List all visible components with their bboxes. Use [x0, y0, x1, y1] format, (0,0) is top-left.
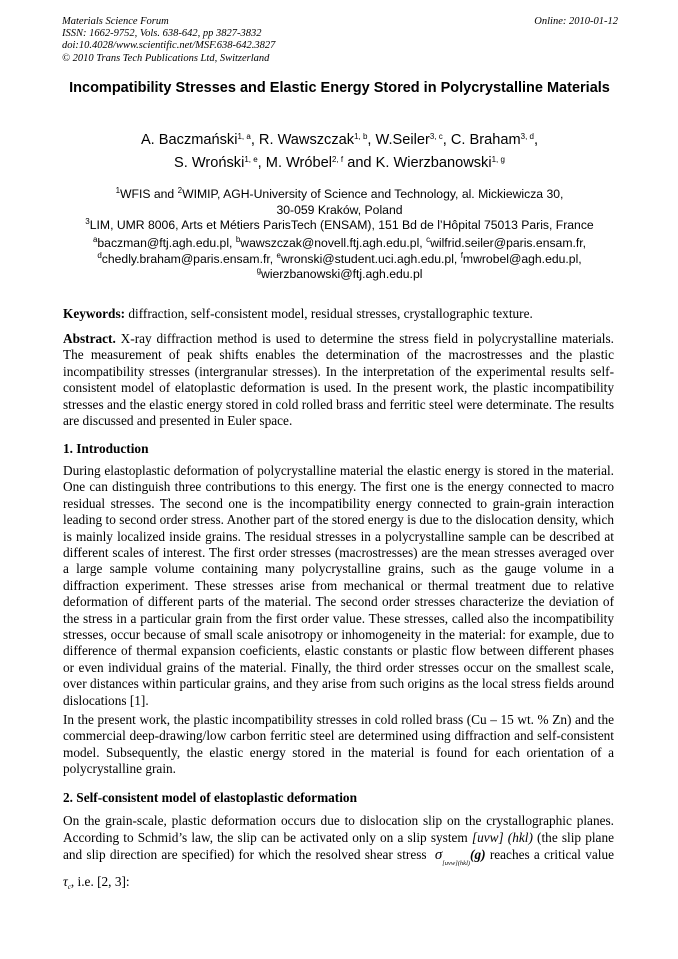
author-marker: 1, g	[491, 155, 505, 164]
author-marker: 3, c	[429, 132, 443, 141]
model-text: On the grain-scale, plastic deformation occurs due to dislocation slip on the crystallographic planes. According to Schmid’s law, the slip can be activated only on a slip system	[63, 813, 614, 846]
author-name: K. Wierzbanowski	[375, 155, 492, 171]
sigma-symbol: σ	[434, 847, 443, 864]
tau-symbol: τ	[63, 873, 68, 889]
affiliation-marker: 2	[177, 186, 183, 195]
keywords-text: diffraction, self-consistent model, residual stresses, crystallographic texture.	[128, 306, 533, 321]
email-marker: g	[256, 266, 262, 276]
author-marker: 1, a	[237, 132, 251, 141]
email-link[interactable]: wronski@student.uci.agh.edu.pl,	[280, 251, 458, 266]
author-marker: 1, b	[354, 132, 368, 141]
g-open-paren: (	[470, 847, 475, 863]
author-marker: 3, d	[520, 132, 534, 141]
model-text: (the slip plane and slip direction are specified) for which the resolved shear stress	[63, 830, 614, 863]
email-marker: f	[460, 250, 463, 260]
doi-line: doi:10.4028/www.scientific.net/MSF.638-642.3827	[62, 40, 276, 52]
author-name: M. Wróbel	[265, 155, 333, 171]
g-orientation-symbol: g	[474, 847, 482, 863]
affiliation-text: WIMIP, AGH-University of Science and Technology, al. Mickiewicza 30,	[182, 187, 564, 201]
author-marker: 1, e	[244, 155, 258, 164]
email-link[interactable]: mwrobel@agh.edu.pl,	[462, 251, 582, 266]
author-name: S. Wroński	[174, 155, 245, 171]
abstract-paragraph	[63, 331, 614, 429]
model-paragraph	[63, 812, 614, 896]
author-name: W.Seiler	[375, 132, 430, 148]
affiliation-text: LIM, UMR 8006, Arts et Métiers ParisTech (ENSAM), 151 Bd de l’Hôpital 75013 Paris, France	[89, 218, 594, 233]
section-heading-introduction: 1. Introduction	[63, 441, 149, 456]
email-marker: a	[92, 235, 98, 244]
author-name: R. Wawszczak	[258, 132, 355, 148]
affiliation-marker: 1	[115, 186, 121, 195]
section-heading-self-consistent-model: 2. Self-consistent model of elastoplastic deformation	[63, 790, 357, 805]
affiliation-text: WFIS and	[120, 187, 178, 201]
author-and: and	[347, 155, 372, 171]
email-marker: e	[276, 250, 281, 260]
email-link[interactable]: wawszczak@novell.ftj.agh.edu.pl,	[240, 236, 423, 250]
email-marker: b	[235, 235, 241, 244]
sigma-subscript: [uvw](hkl)	[442, 860, 471, 868]
paper-title: Incompatibility Stresses and Elastic Energy Stored in Polycrystalline Materials	[69, 80, 610, 96]
model-text: , i.e. [2, 3]:	[70, 873, 130, 889]
affiliations	[62, 187, 617, 234]
email-link[interactable]: wierzbanowski@ftj.agh.edu.pl	[261, 267, 423, 282]
keywords-paragraph	[63, 306, 614, 322]
model-text: reaches a critical value	[485, 847, 614, 863]
author-name: C. Braham	[450, 132, 521, 148]
author-list: A. Baczmański$^{1, a}$, R. Wawszczak$^{1, b}$, W.Seiler$^{3, c}$, C. Braham$^{3, d}$, S. Wroński$^{1, e}$, M. Wróbel$^{2, f}$ and K. Wierzbanowski$^{1, g}$	[140, 132, 539, 171]
email-marker: d	[97, 250, 102, 260]
slip-system: [uvw] (hkl)	[471, 830, 533, 846]
email-link[interactable]: baczman@ftj.agh.edu.pl,	[97, 236, 233, 250]
online-date: Online: 2010-01-12	[534, 16, 618, 27]
email-link[interactable]: chedly.braham@paris.ensam.fr,	[101, 251, 274, 266]
copyright-line: © 2010 Trans Tech Publications Ltd, Switzerland	[62, 52, 270, 64]
email-list	[62, 236, 617, 283]
keywords-label: Keywords:	[63, 306, 126, 321]
g-close-paren: )	[481, 847, 486, 863]
intro-paragraph-2: In the present work, the plastic incompatibility stresses in cold rolled brass (Cu – 15 wt. % Zn) and the commercial deep-drawing/low carbon ferritic steel are determined using diffraction and self-consistent model. Subsequently, the elastic energy stored in the material is found for each orientation of a polycrystalline grain.	[63, 712, 614, 777]
journal-header	[62, 16, 618, 65]
author-marker: 2, f	[332, 155, 344, 164]
author-name: A. Baczmański	[140, 132, 238, 148]
journal-name: Materials Science Forum	[62, 16, 169, 27]
intro-paragraph-1: During elastoplastic deformation of polycrystalline material the elastic energy is stored in the material. One can distinguish three contributions to this energy. The first one is the energy connected to macro residual stresses. The second one is the incompatibility energy connected to grain-grain interaction leading to second order stress. Another part of the stored energy is due to the dislocation density, which is mainly localized inside grains. The residual stresses in a polycrystalline sample can be described at different scales of interest. The first order stresses (macrostresses) are the mean stresses averaged over a large sample volume containing many polycrystalline grains, such as the gauge volume in a diffraction experiment. These stresses arise from mechanical or thermal treatment due to relative deformation of different parts of the material. The second order stresses characterize the deviation of the stress in a particular grain from the first order value. These stresses, called also the incompatibility stresses, occur because of small scale anisotropy or inhomogeneity in the material: for example, due to difference of thermal expansion coeficients, elastic constants or plastic flow between different phases or even individual grains of the material. Finally, the third order stresses occur on the smallest scale, over distances within particular grains, and they arise from such origins as the local stress fields around dislocations [1].	[63, 463, 614, 708]
abstract-label: Abstract.	[63, 331, 116, 346]
affiliation-marker: 3	[85, 217, 90, 227]
email-marker: c	[426, 235, 431, 244]
issn-line: ISSN: 1662-9752, Vols. 638-642, pp 3827-3832	[62, 28, 262, 40]
affiliation-text: 30-059 Kraków, Poland	[276, 202, 403, 217]
tau-subscript: c	[67, 882, 71, 891]
abstract-text: X-ray diffraction method is used to determine the stress field in polycrystalline materials. The measurement of peak shifts enables the determination of the macrostresses and the plastic incompatibility stresses (intergranular stresses). In the interpretation of the experimental results self-consistent model of elatoplastic deformation is used. In the present work, the plastic incompatibility stresses and the elastic energy stored in cold rolled brass and ferritic steel were determinate. The results are discussed and presented in Euler space.	[63, 331, 614, 429]
email-link[interactable]: wilfrid.seiler@paris.ensam.fr,	[430, 236, 587, 250]
